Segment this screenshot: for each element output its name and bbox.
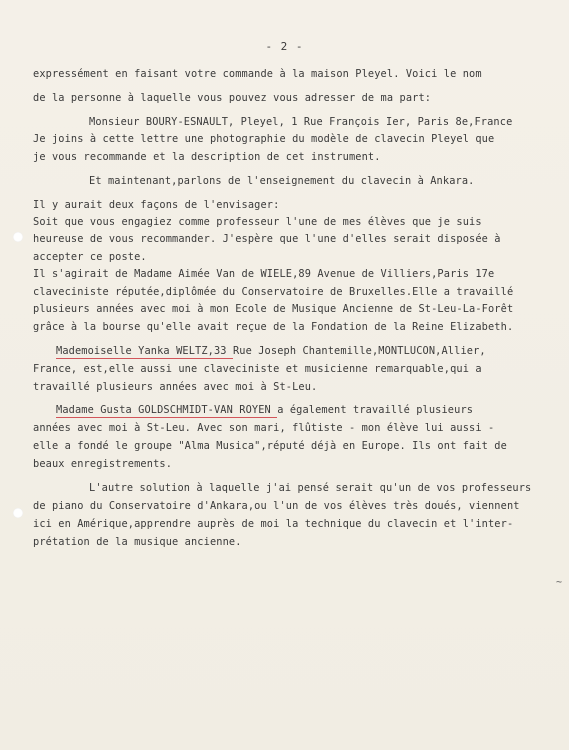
text-line: heureuse de vous recommander. J'espère que l'une d'elles serait disposée à <box>33 233 501 245</box>
punch-hole-bottom <box>13 508 23 518</box>
text-line: Monsieur BOURY-ESNAULT, Pleyel, 1 Rue François Ier, Paris 8e,France <box>89 116 513 128</box>
red-underlined-name: Mademoiselle Yanka WELTZ,33 <box>56 345 233 357</box>
text-line <box>56 404 473 416</box>
text-line: plusieurs années avec moi à mon Ecole de Musique Ancienne de St-Leu-La-Forêt <box>33 303 514 315</box>
text-line: de la personne à laquelle vous pouvez vous adresser de ma part: <box>33 92 432 104</box>
text-line: accepter ce poste. <box>33 251 147 263</box>
text-line: prétation de la musique ancienne. <box>33 536 242 548</box>
line-rest: Rue Joseph Chantemille,MONTLUCON,Allier, <box>232 345 486 357</box>
text-line: L'autre solution à laquelle j'ai pensé serait qu'un de vos professeurs <box>89 482 532 494</box>
text-line: Soit que vous engagiez comme professeur l'une de mes élèves que je suis <box>33 216 482 228</box>
page-number: - 2 - <box>265 40 304 53</box>
text-line: Je joins à cette lettre une photographie du modèle de clavecin Pleyel que <box>33 133 495 145</box>
text-line: années avec moi à St-Leu. Avec son mari, flûtiste - mon élève lui aussi - <box>33 422 495 434</box>
margin-mark: ~ <box>556 577 563 588</box>
text-line: Et maintenant,parlons de l'enseignement du clavecin à Ankara. <box>89 175 475 187</box>
text-line: je vous recommande et la description de cet instrument. <box>33 151 381 163</box>
text-line: de piano du Conservatoire d'Ankara,ou l'un de vos élèves très doués, viennent <box>33 500 520 512</box>
line-rest: a également travaillé plusieurs <box>277 404 474 416</box>
text-line: ici en Amérique,apprendre auprès de moi la technique du clavecin et l'inter- <box>33 518 514 530</box>
text-line: expressément en faisant votre commande à la maison Pleyel. Voici le nom <box>33 68 482 80</box>
text-line: elle a fondé le groupe "Alma Musica",réputé déjà en Europe. Ils ont fait de <box>33 440 507 452</box>
text-line: France, est,elle aussi une claveciniste et musicienne remarquable,qui a <box>33 363 482 375</box>
red-underlined-name: Madame Gusta GOLDSCHMIDT-VAN ROYEN <box>56 404 278 416</box>
text-line: claveciniste réputée,diplômée du Conservatoire de Bruxelles.Elle a travaillé <box>33 286 514 298</box>
text-line: grâce à la bourse qu'elle avait reçue de la Fondation de la Reine Elizabeth. <box>33 321 514 333</box>
text-line <box>56 345 486 357</box>
text-line: beaux enregistrements. <box>33 458 173 470</box>
text-line: Il s'agirait de Madame Aimée Van de WIELE,89 Avenue de Villiers,Paris 17e <box>33 268 495 280</box>
punch-hole-top <box>13 232 23 242</box>
text-line: travaillé plusieurs années avec moi à St-Leu. <box>33 381 318 393</box>
text-line: Il y aurait deux façons de l'envisager: <box>33 199 280 211</box>
